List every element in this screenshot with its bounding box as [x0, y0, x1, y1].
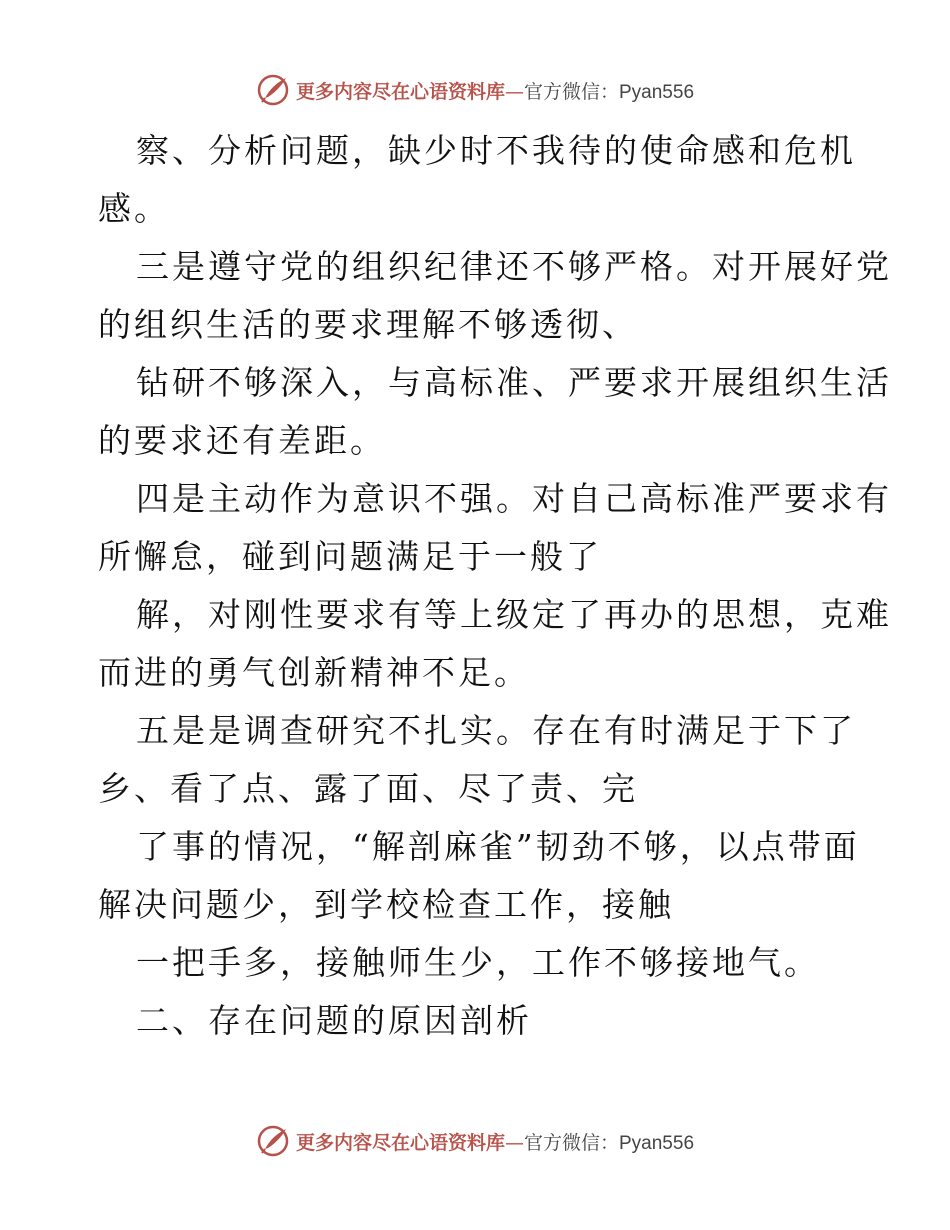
feather-pen-seal-icon [256, 73, 290, 107]
document-body [98, 122, 892, 1050]
text-line: 四是主动作为意识不强。对自己高标准严要求有 [136, 479, 892, 518]
text-line: 一把手多，接触师生少，工作不够接地气。 [136, 943, 820, 982]
text-line: 三是遵守党的组织纪律还不够严格。对开展好党 [136, 247, 892, 286]
text-line: 乡、看了点、露了面、尽了责、完 [98, 769, 638, 808]
text-line: 二、存在问题的原因剖析 [136, 1001, 532, 1040]
text-line: 了事的情况，“解剖麻雀”韧劲不够，以点带面 [136, 827, 860, 866]
footer-watermark [0, 1121, 950, 1161]
text-line: 解决问题少，到学校检查工作，接触 [98, 885, 674, 924]
text-line: 钻研不够深入，与高标准、严要求开展组织生活 [136, 363, 892, 402]
text-line: 的组织生活的要求理解不够透彻、 [98, 305, 638, 344]
text-line: 感。 [98, 189, 170, 228]
watermark-text: 更多内容尽在心语资料库—官方微信：Pyan556 [295, 80, 695, 103]
text-line: 的要求还有差距。 [98, 421, 386, 460]
watermark-text: 更多内容尽在心语资料库—官方微信：Pyan556 [295, 1131, 695, 1154]
text-line: 察、分析问题，缺少时不我待的使命感和危机 [136, 131, 856, 170]
text-line: 所懈怠，碰到问题满足于一般了 [98, 537, 602, 576]
text-line: 而进的勇气创新精神不足。 [98, 653, 530, 692]
feather-pen-seal-icon [256, 1124, 290, 1158]
text-line: 五是是调查研究不扎实。存在有时满足于下了 [136, 711, 856, 750]
header-watermark [0, 70, 950, 110]
text-line: 解，对刚性要求有等上级定了再办的思想，克难 [136, 595, 892, 634]
